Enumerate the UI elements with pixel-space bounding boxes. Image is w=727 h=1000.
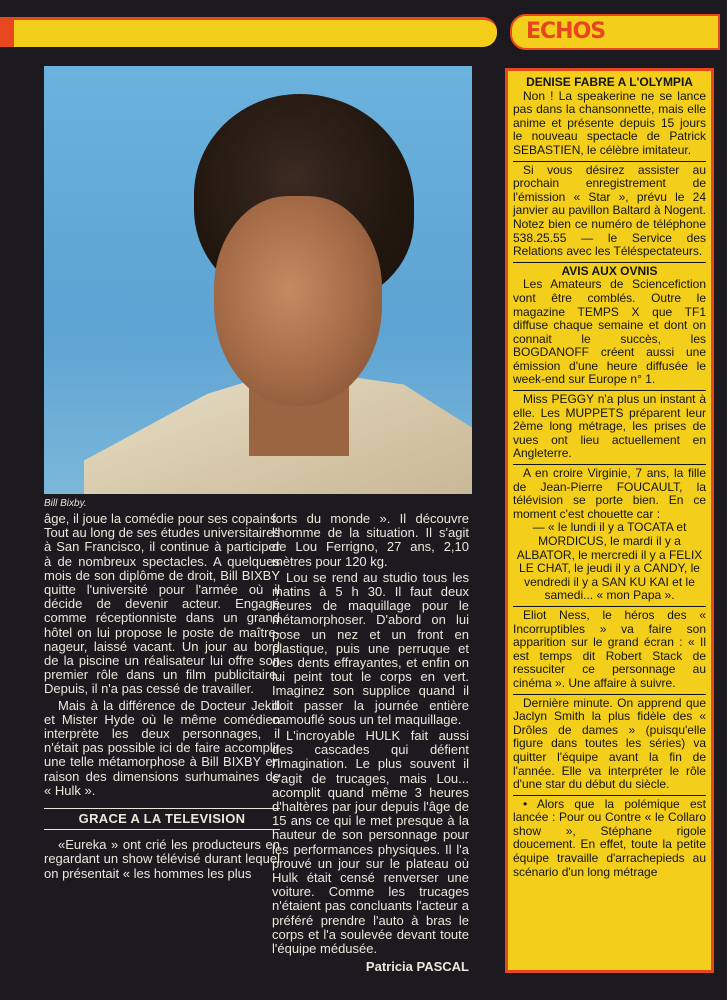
echos-section-tab: [510, 14, 720, 50]
echo-item: [513, 391, 706, 465]
echo-text: Dernière minute. On apprend que Jaclyn Smith la plus fidèle des « Drôles de dames » (puisqu'elle figure dans toutes les séries) va quitter l'équipe avant la fin de l'année. Elle va interpréter le rôle d'une star du début du siècle.: [513, 695, 706, 792]
echos-tab-label: ECHOS: [526, 19, 606, 44]
author-signature: Patricia PASCAL: [365, 959, 469, 975]
echo-text: Si vous désirez assister au prochain enregistrement de l'émission « Star », prévu le 24 janvier au pavillon Baltard à Nogent. Notez bien ce numéro de téléphone 538.25.55 — le Service des Relations avec les Téléspectateurs.: [513, 162, 706, 259]
article-paragraph: forts du monde ». Il découvre l'homme de la situation. Il s'agit de Lou Ferrigno, 27 ans, 2,10 mètres pour 120 kg.: [272, 511, 469, 569]
echo-title: DENISE FABRE A L'OLYMPIA: [526, 75, 693, 89]
echo-item: [513, 74, 706, 162]
header-band-edge: [0, 17, 14, 47]
echo-title: AVIS AUX OVNIS: [561, 263, 658, 278]
echos-sidebar: [505, 68, 714, 973]
echo-item: [513, 607, 706, 695]
article-paragraph: Mais à la différence de Docteur Jekill et Mister Hyde où le même comédien interprète les deux personnages, il n'était pas possible ici de faire accomplir une telle métamorphose à Bill BIXBY en raison des dimensions surhumaines de « Hulk ».: [44, 697, 280, 798]
article-paragraph: Lou se rend au studio tous les matins à 5 h 30. Il faut deux heures de maquillage pour le métamorphoser. D'abord on lui pose un nez et un front en plastique, puis une perruque et des dents effrayantes, et enfin on lui peint tout le corps en vert. Imaginez son supplice quand il doit passer la journée entière camouflé sous un tel maquillage.: [272, 569, 469, 727]
echo-item: [513, 465, 706, 607]
article-paragraph: L'incroyable HULK fait aussi des cascades qui défient l'imagination. Le plus souvent il s'agit de trucages, mais Lou... acomplit quand même 3 heures d'haltères par jour depuis l'âge de 15 ans ce qui le met presque à la hauteur de son personnage pour les performances physiques. Il l'a prouvé un jour sur le plateau où Hulk était censé renverser une voiture. Comme les trucages n'étaient pas concluants l'acteur a préféré prendre l'auto à bras le corps et l'a soulevée devant toute l'équipe médusée.: [272, 728, 469, 957]
echo-text: — « le lundi il y a TOCATA et MORDICUS, le mardi il y a ALBATOR, le mercredi il y a FELIX LE CHAT, le jeudi il y a CANDY, le vendredi il y a SAN KU KAI et le samedi... « mon Papa ».: [516, 520, 703, 603]
section-heading: GRACE A LA TELEVISION: [44, 808, 280, 830]
photo-caption: Bill Bixby.: [44, 498, 87, 509]
echo-item: [513, 263, 706, 391]
article-column-2: [272, 512, 469, 975]
echo-item: [513, 695, 706, 796]
echo-text: Eliot Ness, le héros des « Incorruptibles » va faire son apparition sur le grand écran : « Il est temps dit Robert Stack de ressuciter ce personnage au cinéma ». Une affaire à suivre.: [513, 607, 706, 690]
echo-item: [513, 796, 706, 883]
echo-item: [513, 162, 706, 263]
article-paragraph: âge, il joue la comédie pour ses copains. Tout au long de ses études universitaires à San Francisco, il continue à participer à de nombreux spectacles. A quelques mois de son diplôme de droit, Bill BIXBY quitte l'université pour l'armée où il décide de devenir acteur. Engagé comme réceptionniste dans un grand hôtel on lui propose le poste de maître-nageur, laissé vacant. Un jour au bord de la piscine un réalisateur lui offre son premier rôle dans un film publicitaire. Depuis, il n'a pas cessé de travailler.: [44, 511, 280, 697]
header-band: [0, 17, 497, 47]
echo-text: • Alors que la polémique est lancée : Pour ou Contre « le Collaro show », Stéphane rigole doucement. En effet, toute la petite équipe travaille d'arrachepieds au scénario d'un long métrage: [513, 796, 706, 879]
echo-text: A en croire Virginie, 7 ans, la fille de Jean-Pierre FOUCAULT, la télévision se porte bien. En ce moment c'est chouette car :: [513, 466, 706, 521]
echo-text: Non ! La speakerine ne se lance pas dans la chansonnette, mais elle anime et présente depuis 15 jours le nouveau spectacle de Patrick SEBASTIEN, le célèbre imitateur.: [513, 88, 706, 157]
echo-text: Les Amateurs de Sciencefiction vont être comblés. Outre le magazine TEMPS X que TF1 diffuse chaque semaine et dont on connait le succès, les BOGDANOFF créent aussi une émission d'une heure diffusée le week-end sur Europe n° 1.: [513, 277, 706, 387]
photo-face: [214, 196, 382, 406]
article-column-1: [44, 512, 280, 883]
echo-text: Miss PEGGY n'a plus un instant à elle. Les MUPPETS préparent leur 2ème long métrage, les prises de vues ont lieu actuellement en Angleterre.: [513, 392, 706, 461]
portrait-photo: [44, 66, 472, 494]
article-paragraph: «Eureka » ont crié les producteurs en regardant un show télévisé durant lequel on présentait « les hommes les plus: [44, 837, 280, 881]
